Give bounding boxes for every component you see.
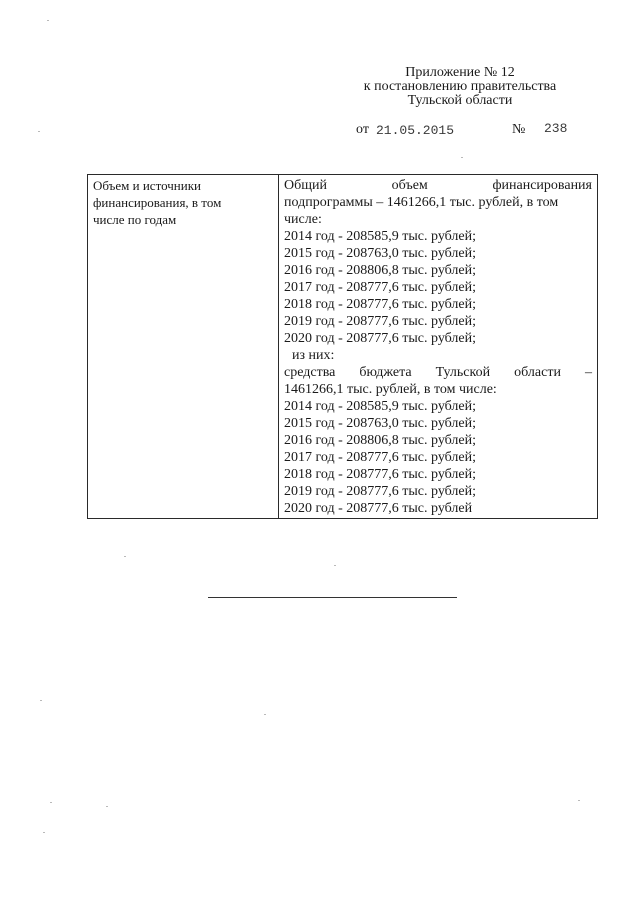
appendix-reference: к постановлению правительства [363, 79, 557, 94]
budget-year-row: 2018 год - 208777,6 тыс. рублей; [284, 467, 477, 482]
scan-speck [40, 700, 42, 701]
label-line: Объем и источники [93, 178, 201, 193]
total-line: числе: [284, 212, 322, 227]
date-number-line [356, 122, 596, 140]
total-line: Общий объем финансирования [284, 178, 592, 193]
of-them-label: из них: [292, 348, 335, 363]
year-row: 2020 год - 208777,6 тыс. рублей; [284, 331, 477, 346]
financing-label-cell [88, 175, 279, 519]
scan-speck [106, 806, 108, 807]
label-line: числе по годам [93, 212, 177, 227]
scan-speck [124, 556, 126, 557]
appendix-header [330, 66, 590, 108]
number-prefix: № [512, 122, 526, 137]
label-line: финансирования, в том [93, 195, 222, 210]
year-row: 2018 год - 208777,6 тыс. рублей; [284, 297, 477, 312]
date-stamp: 21.05.2015 [376, 123, 455, 138]
year-row: 2014 год - 208585,9 тыс. рублей; [284, 229, 477, 244]
closing-rule [208, 597, 457, 598]
scan-speck [50, 802, 52, 803]
table-row [88, 175, 598, 519]
scan-speck [43, 832, 45, 833]
scan-speck [578, 800, 580, 801]
appendix-region: Тульской области [407, 93, 513, 108]
appendix-title: Приложение № 12 [405, 65, 515, 80]
budget-year-row: 2017 год - 208777,6 тыс. рублей; [284, 450, 477, 465]
budget-year-row: 2015 год - 208763,0 тыс. рублей; [284, 416, 477, 431]
date-prefix: от [356, 122, 369, 137]
year-row: 2016 год - 208806,8 тыс. рублей; [284, 263, 477, 278]
year-row: 2017 год - 208777,6 тыс. рублей; [284, 280, 477, 295]
financing-value-cell [279, 175, 598, 519]
year-row: 2015 год - 208763,0 тыс. рублей; [284, 246, 477, 261]
scan-speck [47, 20, 49, 21]
budget-year-row: 2020 год - 208777,6 тыс. рублей [284, 501, 473, 516]
budget-year-row: 2019 год - 208777,6 тыс. рублей; [284, 484, 477, 499]
budget-year-row: 2016 год - 208806,8 тыс. рублей; [284, 433, 477, 448]
scan-speck [264, 714, 266, 715]
financing-table [87, 174, 598, 519]
year-row: 2019 год - 208777,6 тыс. рублей; [284, 314, 477, 329]
budget-year-row: 2014 год - 208585,9 тыс. рублей; [284, 399, 477, 414]
number-stamp: 238 [544, 121, 568, 136]
total-line: подпрограммы – 1461266,1 тыс. рублей, в том [284, 195, 559, 210]
scan-speck [461, 157, 463, 158]
scan-speck [38, 131, 40, 132]
budget-line: 1461266,1 тыс. рублей, в том числе: [284, 382, 497, 397]
scan-speck [334, 565, 336, 566]
budget-line: средства бюджета Тульской области – [284, 365, 592, 380]
